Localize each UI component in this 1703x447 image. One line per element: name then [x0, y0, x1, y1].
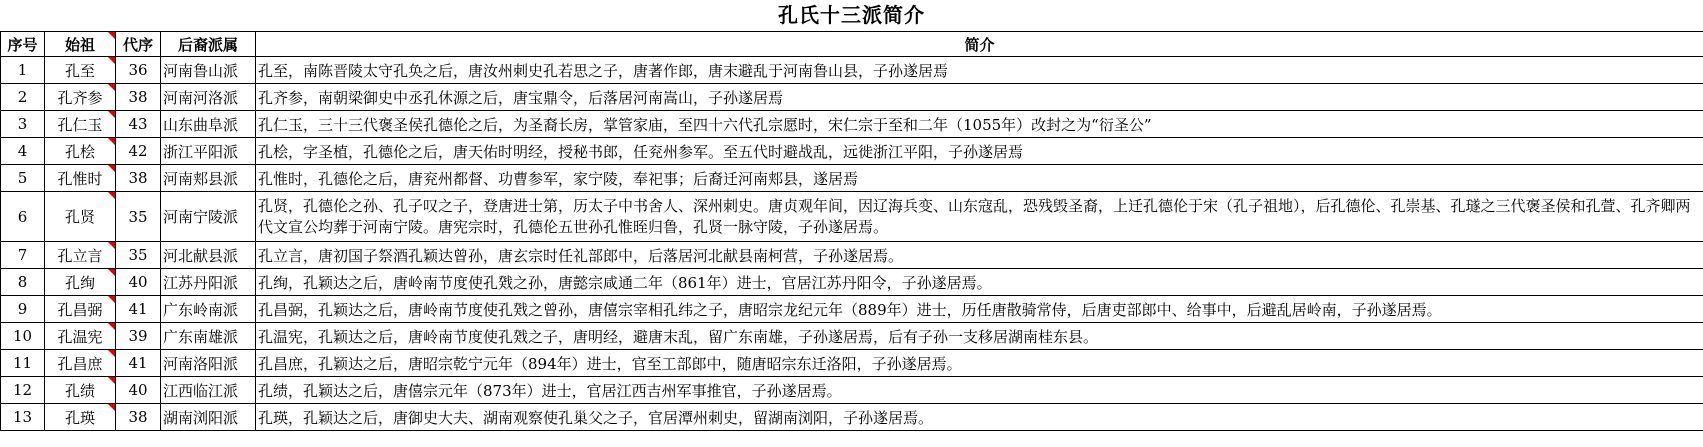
table-row [1, 84, 1703, 111]
comment-indicator-icon[interactable] [108, 269, 115, 276]
cell-index[interactable] [1, 350, 45, 377]
cell-ancestor-text: 孔绚 [64, 273, 95, 292]
cell-index[interactable] [1, 138, 45, 165]
table-row [1, 165, 1703, 192]
cell-generation[interactable] [116, 138, 161, 165]
comment-indicator-icon[interactable] [108, 165, 115, 172]
cell-summary-text: 孔绚，孔颖达之后，唐岭南节度使孔戣之孙，唐懿宗咸通二年（861年）进士，官居江苏丹阳令，子孙遂居焉。 [258, 273, 992, 292]
cell-generation[interactable] [116, 350, 161, 377]
cell-branch[interactable] [161, 57, 256, 84]
cell-branch-text: 山东曲阜派 [163, 115, 239, 134]
cell-branch-text: 河南洛阳派 [163, 354, 239, 373]
cell-summary[interactable] [256, 296, 1703, 323]
cell-generation-text: 42 [128, 142, 148, 160]
cell-index-text: 2 [17, 88, 28, 106]
cell-generation-text: 35 [128, 246, 148, 264]
comment-indicator-icon[interactable] [108, 32, 115, 39]
cell-summary[interactable] [256, 84, 1703, 111]
cell-ancestor-text: 孔昌庶 [57, 354, 103, 373]
cell-branch[interactable] [161, 84, 256, 111]
cell-summary-text: 孔温宪，孔颖达之后，唐岭南节度使孔戣之子，唐明经，避唐末乱，留广东南雄，子孙遂居焉，后有子孙一支移居湖南桂东县。 [258, 327, 1099, 346]
table-row [1, 377, 1703, 404]
cell-branch[interactable] [161, 192, 256, 242]
header-ancestor-label: 始祖 [64, 35, 95, 54]
cell-ancestor[interactable] [45, 84, 116, 111]
cell-summary[interactable] [256, 269, 1703, 296]
cell-branch-text: 广东岭南派 [163, 300, 239, 319]
cell-ancestor-text: 孔桧 [64, 142, 95, 161]
cell-summary-text: 孔贤，孔德伦之孙、孔子叹之子，登唐进士第，历太子中书舍人、深州刺史。唐贞观年间，因辽海兵变、山东寇乱，恐残毁圣裔，上迁孔德伦于宋（孔子祖地），后孔德伦、孔崇基、孔璲之三代褒圣侯和孔萱、孔齐卿两代文宣公均葬于河南宁陵。唐宪宗时，孔德伦五世孙孔惟晊归鲁，孔贤一脉守陵，子孙遂居焉。 [258, 196, 1691, 236]
comment-indicator-icon[interactable] [108, 192, 115, 199]
cell-generation-text: 38 [128, 169, 148, 187]
table-row [1, 323, 1703, 350]
cell-ancestor[interactable] [45, 269, 116, 296]
cell-index-text: 8 [17, 273, 28, 291]
cell-summary[interactable] [256, 242, 1703, 269]
cell-summary-text: 孔昌庶，孔颖达之后，唐昭宗乾宁元年（894年）进士，官至工部郎中，随唐昭宗东迁洛阳，子孙遂居焉。 [258, 354, 962, 373]
cell-generation[interactable] [116, 57, 161, 84]
cell-ancestor[interactable] [45, 377, 116, 404]
cell-summary-text: 孔惟时，孔德伦之后，唐兖州都督、功曹参军，家宁陵，奉祀事；后裔迁河南郏县，遂居焉 [258, 169, 859, 188]
cell-branch[interactable] [161, 350, 256, 377]
cell-generation[interactable] [116, 296, 161, 323]
header-ancestor[interactable] [45, 32, 116, 57]
sheet-title: 孔氏十三派简介 [778, 3, 925, 27]
cell-branch[interactable] [161, 138, 256, 165]
cell-index-text: 4 [17, 142, 28, 160]
cell-index[interactable] [1, 84, 45, 111]
cell-index-text: 5 [17, 169, 28, 187]
cell-generation[interactable] [116, 165, 161, 192]
header-branch[interactable]: 后裔派属 [161, 32, 256, 57]
cell-index-text: 6 [17, 207, 28, 226]
cell-index-text: 3 [17, 115, 28, 133]
cell-branch-text: 河南河洛派 [163, 88, 239, 107]
cell-branch-text: 江西临江派 [163, 381, 239, 400]
cell-branch-text: 河南宁陵派 [163, 208, 239, 226]
cell-generation[interactable] [116, 404, 161, 431]
cell-ancestor-text: 孔温宪 [57, 327, 103, 346]
cell-summary[interactable] [256, 111, 1703, 138]
cell-generation-text: 35 [128, 207, 148, 226]
cell-generation-text: 38 [128, 408, 148, 426]
cell-branch-text: 江苏丹阳派 [163, 273, 239, 292]
cell-summary[interactable] [256, 192, 1703, 242]
cell-index[interactable] [1, 165, 45, 192]
cell-branch[interactable] [161, 377, 256, 404]
cell-branch-text: 河南郏县派 [163, 169, 239, 188]
cell-summary[interactable] [256, 165, 1703, 192]
cell-summary[interactable] [256, 323, 1703, 350]
cell-ancestor-text: 孔昌弼 [57, 300, 103, 319]
cell-generation[interactable] [116, 377, 161, 404]
cell-summary-text: 孔昌弼，孔颖达之后，唐岭南节度使孔戣之曾孙，唐僖宗宰相孔纬之子，唐昭宗龙纪元年（889年）进士，历任唐散骑常侍，后唐吏部郎中、给事中，后避乱居岭南，子孙遂居焉。 [258, 300, 1442, 319]
cell-ancestor[interactable] [45, 323, 116, 350]
cell-generation-text: 38 [128, 88, 148, 106]
comment-indicator-icon[interactable] [108, 323, 115, 330]
cell-generation-text: 43 [128, 115, 148, 133]
comment-indicator-icon[interactable] [108, 138, 115, 145]
cell-ancestor-text: 孔贤 [64, 208, 95, 226]
header-index[interactable]: 序号 [1, 32, 45, 57]
cell-branch[interactable] [161, 165, 256, 192]
comment-indicator-icon[interactable] [108, 84, 115, 91]
comment-indicator-icon[interactable] [108, 377, 115, 384]
cell-summary-text: 孔瑛，孔颖达之后，唐御史大夫、湖南观察使孔巢父之子，官居潭州刺史，留湖南浏阳，子孙遂居焉。 [258, 408, 934, 427]
cell-index[interactable] [1, 192, 45, 242]
cell-ancestor[interactable] [45, 242, 116, 269]
cell-branch[interactable] [161, 269, 256, 296]
cell-summary-text: 孔立言，唐初国子祭酒孔颖达曾孙，唐玄宗时任礼部郎中，后落居河北献县南柯营，子孙遂居焉。 [258, 246, 904, 265]
cell-ancestor-text: 孔立言 [57, 246, 103, 265]
cell-generation-text: 40 [128, 381, 148, 399]
cell-branch[interactable] [161, 111, 256, 138]
cell-index[interactable] [1, 269, 45, 296]
cell-ancestor[interactable] [45, 57, 116, 84]
cell-ancestor-text: 孔仁玉 [57, 115, 103, 134]
cell-generation-text: 39 [128, 327, 148, 345]
cell-generation-text: 41 [128, 354, 148, 372]
cell-branch[interactable] [161, 242, 256, 269]
table-row [1, 350, 1703, 377]
cell-index[interactable] [1, 111, 45, 138]
cell-index-text: 13 [12, 408, 33, 426]
table-row [1, 269, 1703, 296]
comment-indicator-icon[interactable] [108, 111, 115, 118]
cell-summary-text: 孔桧，字圣植，孔德伦之后，唐天佑时明经，授秘书郎，任兖州参军。至五代时避战乱，远徙浙江平阳，子孙遂居焉 [258, 142, 1024, 161]
table-row [1, 296, 1703, 323]
cell-summary[interactable] [256, 404, 1703, 431]
cell-ancestor[interactable] [45, 296, 116, 323]
cell-branch-text: 河南鲁山派 [163, 61, 239, 80]
header-generation[interactable]: 代序 [116, 32, 161, 57]
comment-indicator-icon[interactable] [108, 404, 115, 411]
cell-index-text: 7 [17, 246, 28, 264]
cell-generation-text: 36 [128, 61, 148, 79]
cell-summary[interactable] [256, 138, 1703, 165]
cell-branch[interactable] [161, 404, 256, 431]
branches-table [0, 31, 1703, 431]
cell-generation[interactable] [116, 323, 161, 350]
cell-generation[interactable] [116, 111, 161, 138]
cell-generation[interactable] [116, 192, 161, 242]
cell-generation[interactable] [116, 269, 161, 296]
cell-summary-text: 孔齐参，南朝梁御史中丞孔休源之后，唐宝鼎令，后落居河南嵩山，子孙遂居焉 [258, 88, 784, 107]
comment-indicator-icon[interactable] [108, 242, 115, 249]
cell-ancestor[interactable] [45, 138, 116, 165]
cell-index-text: 1 [17, 61, 28, 79]
comment-indicator-icon[interactable] [108, 350, 115, 357]
cell-branch-text: 河北献县派 [163, 246, 239, 265]
cell-ancestor-text: 孔惟时 [57, 169, 103, 188]
cell-index[interactable] [1, 57, 45, 84]
cell-ancestor[interactable] [45, 404, 116, 431]
cell-ancestor-text: 孔瑛 [64, 408, 95, 427]
cell-generation[interactable] [116, 242, 161, 269]
table-body [1, 57, 1703, 431]
header-row [1, 32, 1703, 57]
cell-summary[interactable] [256, 57, 1703, 84]
cell-index-text: 12 [12, 381, 33, 399]
cell-summary[interactable] [256, 350, 1703, 377]
cell-index[interactable] [1, 323, 45, 350]
cell-index[interactable] [1, 404, 45, 431]
cell-index[interactable] [1, 242, 45, 269]
table-row [1, 192, 1703, 242]
table-row [1, 404, 1703, 431]
cell-ancestor-text: 孔齐参 [57, 88, 103, 107]
cell-ancestor[interactable] [45, 165, 116, 192]
cell-generation-text: 40 [128, 273, 148, 291]
cell-index[interactable] [1, 296, 45, 323]
cell-ancestor-text: 孔绩 [64, 381, 95, 400]
cell-summary[interactable] [256, 377, 1703, 404]
comment-indicator-icon[interactable] [108, 296, 115, 303]
cell-summary-text: 孔仁玉，三十三代褒圣侯孔德伦之后，为圣裔长房，掌管家庙，至四十六代孔宗愿时，宋仁宗于至和二年（1055年）改封之为“衍圣公” [258, 115, 1152, 134]
cell-summary-text: 孔绩，孔颖达之后，唐僖宗元年（873年）进士，官居江西吉州军事推官，子孙遂居焉。 [258, 381, 842, 400]
cell-index-text: 11 [12, 354, 33, 372]
comment-indicator-icon[interactable] [108, 57, 115, 64]
cell-index-text: 9 [17, 300, 28, 318]
table-row [1, 57, 1703, 84]
table-row [1, 111, 1703, 138]
cell-generation-text: 41 [128, 300, 148, 318]
cell-ancestor-text: 孔至 [64, 61, 95, 80]
cell-ancestor[interactable] [45, 192, 116, 242]
cell-index[interactable] [1, 377, 45, 404]
table-row [1, 242, 1703, 269]
cell-summary-text: 孔至，南陈晋陵太守孔奂之后，唐汝州刺史孔若思之子，唐著作郎，唐末避乱于河南鲁山县，子孙遂居焉 [258, 61, 949, 80]
cell-branch-text: 浙江平阳派 [163, 142, 239, 161]
cell-ancestor[interactable] [45, 111, 116, 138]
cell-index-text: 10 [12, 327, 33, 345]
table-row [1, 138, 1703, 165]
cell-branch-text: 广东南雄派 [163, 327, 239, 346]
cell-ancestor[interactable] [45, 350, 116, 377]
cell-generation[interactable] [116, 84, 161, 111]
header-summary[interactable]: 简介 [256, 32, 1703, 57]
cell-branch[interactable] [161, 323, 256, 350]
cell-branch-text: 湖南浏阳派 [163, 408, 239, 427]
cell-branch[interactable] [161, 296, 256, 323]
